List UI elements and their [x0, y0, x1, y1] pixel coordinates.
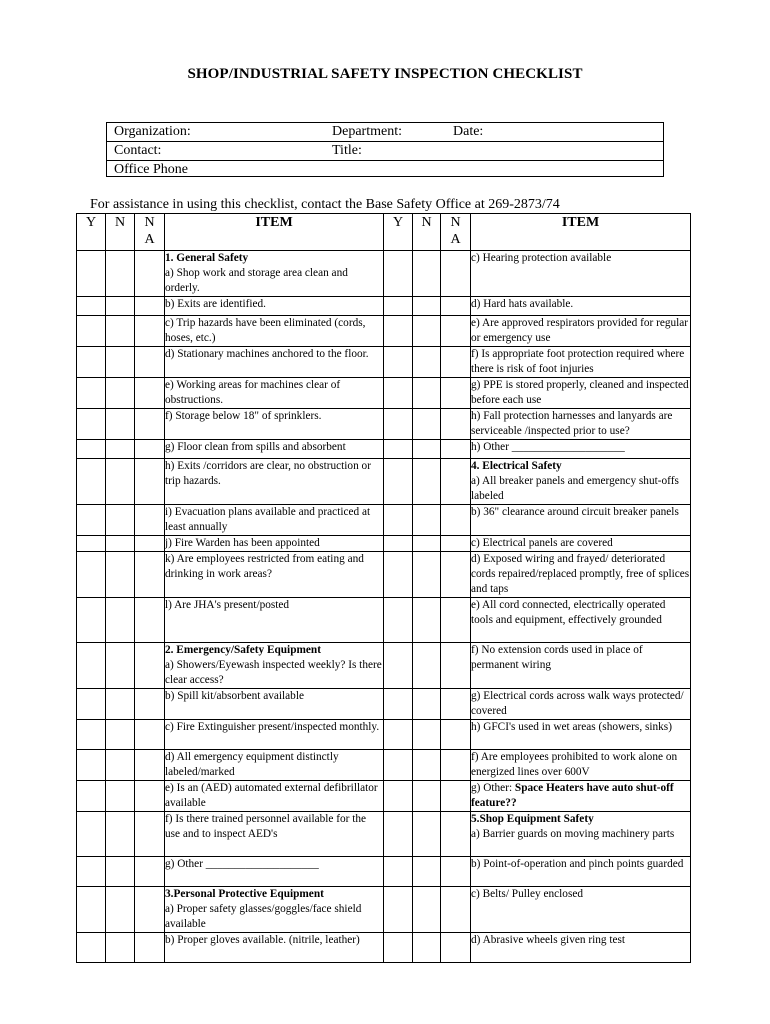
- checklist-item: [471, 720, 691, 750]
- no-checkbox[interactable]: [413, 297, 441, 316]
- checklist-row: [77, 689, 691, 720]
- no-checkbox[interactable]: [413, 933, 441, 963]
- item-text: a) All breaker panels and emergency shut-offs labeled: [471, 475, 679, 502]
- no-checkbox[interactable]: [106, 251, 135, 297]
- title-label: Title:: [332, 143, 362, 158]
- item-text: g) Other: Space Heaters have auto shut-off feature??: [471, 782, 674, 809]
- section-heading: 5.Shop Equipment Safety: [471, 813, 594, 825]
- na-checkbox[interactable]: [441, 689, 471, 720]
- item-text: h) Fall protection harnesses and lanyards are serviceable /inspected prior to use?: [471, 410, 673, 437]
- checklist-item: [165, 347, 384, 378]
- na-checkbox[interactable]: [135, 857, 165, 887]
- organization-label: Organization:: [114, 124, 191, 139]
- na-checkbox[interactable]: [135, 720, 165, 750]
- section-heading: 1. General Safety: [165, 252, 249, 264]
- na-checkbox[interactable]: [135, 440, 165, 459]
- item-text: a) Proper safety glasses/goggles/face shield available: [165, 903, 362, 930]
- checklist-item: [165, 378, 384, 409]
- yes-checkbox[interactable]: [384, 689, 413, 720]
- yes-checkbox[interactable]: [384, 552, 413, 598]
- no-checkbox[interactable]: [413, 536, 441, 552]
- item-text: f) Is there trained personnel available for the use and to inspect AED's: [165, 813, 367, 840]
- no-checkbox[interactable]: [106, 505, 135, 536]
- checklist-row: [77, 251, 691, 297]
- checklist-item: [165, 887, 384, 933]
- no-checkbox[interactable]: [413, 750, 441, 781]
- na-checkbox[interactable]: [441, 812, 471, 857]
- checklist-row: [77, 812, 691, 857]
- header-row: [77, 214, 691, 251]
- checklist-item: [165, 720, 384, 750]
- na-checkbox[interactable]: [135, 251, 165, 297]
- no-checkbox[interactable]: [413, 552, 441, 598]
- yes-checkbox[interactable]: [77, 552, 106, 598]
- no-checkbox[interactable]: [413, 347, 441, 378]
- checklist-row: [77, 316, 691, 347]
- yes-checkbox[interactable]: [384, 643, 413, 689]
- no-checkbox[interactable]: [413, 887, 441, 933]
- checklist-row: [77, 720, 691, 750]
- item-text: a) Showers/Eyewash inspected weekly? Is there clear access?: [165, 659, 382, 686]
- yes-checkbox[interactable]: [384, 598, 413, 643]
- na-checkbox[interactable]: [441, 750, 471, 781]
- checklist-item: [471, 552, 691, 598]
- item-text: c) Hearing protection available: [471, 252, 612, 264]
- na-checkbox[interactable]: [135, 750, 165, 781]
- na-checkbox[interactable]: [135, 552, 165, 598]
- yes-checkbox[interactable]: [77, 536, 106, 552]
- yes-checkbox[interactable]: [384, 347, 413, 378]
- no-checkbox[interactable]: [413, 459, 441, 505]
- item-text: e) Is an (AED) automated external defibrillator available: [165, 782, 378, 809]
- yes-checkbox[interactable]: [77, 378, 106, 409]
- checklist-row: [77, 781, 691, 812]
- header-item: ITEM: [471, 214, 691, 251]
- checklist-item: [165, 251, 384, 297]
- checklist-row: [77, 297, 691, 316]
- checklist-row: [77, 347, 691, 378]
- checklist-item: [165, 297, 384, 316]
- yes-checkbox[interactable]: [384, 857, 413, 887]
- no-checkbox[interactable]: [106, 297, 135, 316]
- na-checkbox[interactable]: [441, 598, 471, 643]
- section-heading: 2. Emergency/Safety Equipment: [165, 644, 321, 656]
- checklist-row: [77, 750, 691, 781]
- item-text: a) Shop work and storage area clean and orderly.: [165, 267, 348, 294]
- yes-checkbox[interactable]: [384, 933, 413, 963]
- header-na: [441, 214, 471, 251]
- header-y: Y: [77, 214, 106, 251]
- checklist-item: [165, 933, 384, 963]
- checklist-row: [77, 552, 691, 598]
- no-checkbox[interactable]: [106, 689, 135, 720]
- item-text-emphasis: Space Heaters have auto shut-off feature??: [471, 782, 674, 809]
- header-na-label: N A: [450, 215, 461, 247]
- yes-checkbox[interactable]: [77, 781, 106, 812]
- page-title: SHOP/INDUSTRIAL SAFETY INSPECTION CHECKLIST: [187, 66, 583, 82]
- item-text: f) No extension cords used in place of permanent wiring: [471, 644, 643, 671]
- checklist-row: [77, 536, 691, 552]
- na-checkbox[interactable]: [135, 933, 165, 963]
- section-heading: 4. Electrical Safety: [471, 460, 562, 472]
- no-checkbox[interactable]: [413, 409, 441, 440]
- checklist-item: [165, 552, 384, 598]
- no-checkbox[interactable]: [413, 812, 441, 857]
- na-checkbox[interactable]: [135, 409, 165, 440]
- yes-checkbox[interactable]: [384, 409, 413, 440]
- na-checkbox[interactable]: [441, 505, 471, 536]
- item-text: b) 36" clearance around circuit breaker panels: [471, 506, 679, 518]
- checklist-item: [165, 781, 384, 812]
- checklist-item: [471, 812, 691, 857]
- item-text: f) Are employees prohibited to work alone on energized lines over 600V: [471, 751, 678, 778]
- no-checkbox[interactable]: [106, 643, 135, 689]
- yes-checkbox[interactable]: [384, 536, 413, 552]
- na-checkbox[interactable]: [135, 459, 165, 505]
- no-checkbox[interactable]: [413, 720, 441, 750]
- checklist-item: [165, 316, 384, 347]
- na-checkbox[interactable]: [441, 297, 471, 316]
- yes-checkbox[interactable]: [384, 812, 413, 857]
- no-checkbox[interactable]: [106, 720, 135, 750]
- item-text: b) Spill kit/absorbent available: [165, 690, 304, 702]
- yes-checkbox[interactable]: [77, 297, 106, 316]
- na-checkbox[interactable]: [135, 781, 165, 812]
- header-n: N: [106, 214, 135, 251]
- item-text: g) Floor clean from spills and absorbent: [165, 441, 346, 453]
- na-checkbox[interactable]: [441, 933, 471, 963]
- item-text: a) Barrier guards on moving machinery parts: [471, 828, 675, 840]
- na-checkbox[interactable]: [135, 598, 165, 643]
- checklist-row: [77, 933, 691, 963]
- yes-checkbox[interactable]: [77, 440, 106, 459]
- na-checkbox[interactable]: [135, 536, 165, 552]
- yes-checkbox[interactable]: [384, 781, 413, 812]
- item-text: h) Exits /corridors are clear, no obstruction or trip hazards.: [165, 460, 371, 487]
- checklist-item: [165, 459, 384, 505]
- checklist-row: [77, 887, 691, 933]
- no-checkbox[interactable]: [106, 316, 135, 347]
- item-text: e) Working areas for machines clear of obstructions.: [165, 379, 341, 406]
- na-checkbox[interactable]: [135, 378, 165, 409]
- no-checkbox[interactable]: [413, 689, 441, 720]
- yes-checkbox[interactable]: [77, 857, 106, 887]
- item-text: c) Belts/ Pulley enclosed: [471, 888, 584, 900]
- no-checkbox[interactable]: [106, 409, 135, 440]
- checklist-item: [471, 887, 691, 933]
- checklist-item: [471, 440, 691, 459]
- date-label: Date:: [453, 124, 484, 139]
- no-checkbox[interactable]: [106, 750, 135, 781]
- na-checkbox[interactable]: [441, 347, 471, 378]
- yes-checkbox[interactable]: [384, 505, 413, 536]
- item-text: c) Trip hazards have been eliminated (cords, hoses, etc.): [165, 317, 366, 344]
- item-text: j) Fire Warden has been appointed: [165, 537, 320, 549]
- no-checkbox[interactable]: [106, 378, 135, 409]
- checklist-item: [165, 505, 384, 536]
- item-text: c) Electrical panels are covered: [471, 537, 613, 549]
- checklist-item: [471, 857, 691, 887]
- header-na-label: N A: [144, 215, 155, 247]
- yes-checkbox[interactable]: [77, 347, 106, 378]
- na-checkbox[interactable]: [441, 857, 471, 887]
- no-checkbox[interactable]: [106, 887, 135, 933]
- na-checkbox[interactable]: [135, 347, 165, 378]
- header-n: N: [413, 214, 441, 251]
- item-text: d) Hard hats available.: [471, 298, 574, 310]
- checklist-item: [165, 750, 384, 781]
- checklist-item: [471, 750, 691, 781]
- no-checkbox[interactable]: [106, 598, 135, 643]
- yes-checkbox[interactable]: [77, 251, 106, 297]
- checklist-item: [165, 857, 384, 887]
- header-na: [135, 214, 165, 251]
- checklist-item: [471, 297, 691, 316]
- checklist-item: [165, 536, 384, 552]
- item-text: l) Are JHA's present/posted: [165, 599, 290, 611]
- na-checkbox[interactable]: [135, 297, 165, 316]
- na-checkbox[interactable]: [441, 378, 471, 409]
- item-text: b) Point-of-operation and pinch points guarded: [471, 858, 684, 870]
- item-text: c) Fire Extinguisher present/inspected monthly.: [165, 721, 380, 733]
- checklist-item: [471, 643, 691, 689]
- item-text: b) Proper gloves available. (nitrile, leather): [165, 934, 360, 946]
- checklist-row: [77, 505, 691, 536]
- assistance-note: For assistance in using this checklist, contact the Base Safety Office at 269-2873/74: [90, 197, 560, 212]
- item-text: b) Exits are identified.: [165, 298, 267, 310]
- yes-checkbox[interactable]: [384, 750, 413, 781]
- checklist-item: [471, 347, 691, 378]
- no-checkbox[interactable]: [413, 857, 441, 887]
- yes-checkbox[interactable]: [384, 720, 413, 750]
- yes-checkbox[interactable]: [384, 316, 413, 347]
- na-checkbox[interactable]: [135, 812, 165, 857]
- no-checkbox[interactable]: [106, 440, 135, 459]
- na-checkbox[interactable]: [441, 887, 471, 933]
- na-checkbox[interactable]: [441, 536, 471, 552]
- yes-checkbox[interactable]: [77, 459, 106, 505]
- checklist-row: [77, 459, 691, 505]
- no-checkbox[interactable]: [106, 459, 135, 505]
- no-checkbox[interactable]: [106, 552, 135, 598]
- checklist-row: [77, 598, 691, 643]
- no-checkbox[interactable]: [413, 378, 441, 409]
- na-checkbox[interactable]: [441, 251, 471, 297]
- item-text: h) Other ____________________: [471, 441, 625, 453]
- na-checkbox[interactable]: [441, 720, 471, 750]
- checklist-item: [165, 598, 384, 643]
- na-checkbox[interactable]: [441, 552, 471, 598]
- yes-checkbox[interactable]: [77, 750, 106, 781]
- checklist-row: [77, 440, 691, 459]
- yes-checkbox[interactable]: [77, 505, 106, 536]
- checklist-item: [471, 781, 691, 812]
- no-checkbox[interactable]: [413, 316, 441, 347]
- checklist-item: [471, 378, 691, 409]
- item-text: h) GFCI's used in wet areas (showers, sinks): [471, 721, 672, 733]
- item-text: g) Other ____________________: [165, 858, 319, 870]
- checklist-row: [77, 643, 691, 689]
- checklist-item: [471, 505, 691, 536]
- no-checkbox[interactable]: [413, 781, 441, 812]
- no-checkbox[interactable]: [106, 347, 135, 378]
- item-text: g) Electrical cords across walk ways protected/ covered: [471, 690, 684, 717]
- na-checkbox[interactable]: [135, 643, 165, 689]
- yes-checkbox[interactable]: [384, 297, 413, 316]
- no-checkbox[interactable]: [106, 857, 135, 887]
- yes-checkbox[interactable]: [77, 812, 106, 857]
- yes-checkbox[interactable]: [384, 440, 413, 459]
- office-phone-label: Office Phone: [114, 162, 188, 177]
- na-checkbox[interactable]: [441, 409, 471, 440]
- item-text: d) All emergency equipment distinctly labeled/marked: [165, 751, 339, 778]
- checklist-item: [471, 251, 691, 297]
- checklist-item: [471, 689, 691, 720]
- yes-checkbox[interactable]: [77, 316, 106, 347]
- no-checkbox[interactable]: [106, 933, 135, 963]
- na-checkbox[interactable]: [441, 316, 471, 347]
- item-text: d) Stationary machines anchored to the floor.: [165, 348, 369, 360]
- checklist-item: [165, 440, 384, 459]
- contact-label: Contact:: [114, 143, 162, 158]
- checklist-item: [471, 933, 691, 963]
- yes-checkbox[interactable]: [77, 598, 106, 643]
- header-item: ITEM: [165, 214, 384, 251]
- item-text: g) PPE is stored properly, cleaned and inspected before each use: [471, 379, 689, 406]
- na-checkbox[interactable]: [441, 440, 471, 459]
- no-checkbox[interactable]: [106, 812, 135, 857]
- checklist-item: [165, 643, 384, 689]
- yes-checkbox[interactable]: [77, 933, 106, 963]
- yes-checkbox[interactable]: [77, 643, 106, 689]
- yes-checkbox[interactable]: [384, 378, 413, 409]
- na-checkbox[interactable]: [135, 505, 165, 536]
- item-text: d) Abrasive wheels given ring test: [471, 934, 626, 946]
- checklist-item: [165, 689, 384, 720]
- yes-checkbox[interactable]: [77, 409, 106, 440]
- department-label: Department:: [332, 124, 402, 139]
- checklist-table: [76, 213, 691, 963]
- na-checkbox[interactable]: [135, 887, 165, 933]
- checklist-row: [77, 857, 691, 887]
- checklist-item: [471, 536, 691, 552]
- checklist-row: [77, 378, 691, 409]
- no-checkbox[interactable]: [106, 781, 135, 812]
- na-checkbox[interactable]: [135, 689, 165, 720]
- item-text: e) All cord connected, electrically operated tools and equipment, effectively grounded: [471, 599, 666, 626]
- yes-checkbox[interactable]: [384, 459, 413, 505]
- header-y: Y: [384, 214, 413, 251]
- item-text: i) Evacuation plans available and practiced at least annually: [165, 506, 371, 533]
- checklist-row: [77, 409, 691, 440]
- item-text: f) Is appropriate foot protection required where there is risk of foot injuries: [471, 348, 685, 375]
- no-checkbox[interactable]: [413, 643, 441, 689]
- checklist-item: [471, 409, 691, 440]
- checklist-item: [471, 316, 691, 347]
- section-heading: 3.Personal Protective Equipment: [165, 888, 324, 900]
- yes-checkbox[interactable]: [384, 251, 413, 297]
- na-checkbox[interactable]: [441, 643, 471, 689]
- yes-checkbox[interactable]: [77, 887, 106, 933]
- checklist-item: [165, 409, 384, 440]
- na-checkbox[interactable]: [441, 459, 471, 505]
- na-checkbox[interactable]: [135, 316, 165, 347]
- item-text: e) Are approved respirators provided for regular or emergency use: [471, 317, 689, 344]
- item-text: f) Storage below 18" of sprinklers.: [165, 410, 322, 422]
- item-text: d) Exposed wiring and frayed/ deteriorated cords repaired/replaced promptly, free of splices and taps: [471, 553, 690, 595]
- no-checkbox[interactable]: [413, 251, 441, 297]
- item-text: k) Are employees restricted from eating and drinking in work areas?: [165, 553, 364, 580]
- no-checkbox[interactable]: [413, 440, 441, 459]
- yes-checkbox[interactable]: [77, 689, 106, 720]
- checklist-item: [471, 459, 691, 505]
- yes-checkbox[interactable]: [77, 720, 106, 750]
- info-block: [106, 122, 664, 177]
- checklist-item: [165, 812, 384, 857]
- no-checkbox[interactable]: [413, 598, 441, 643]
- checklist-item: [471, 598, 691, 643]
- no-checkbox[interactable]: [413, 505, 441, 536]
- na-checkbox[interactable]: [441, 781, 471, 812]
- no-checkbox[interactable]: [106, 536, 135, 552]
- yes-checkbox[interactable]: [384, 887, 413, 933]
